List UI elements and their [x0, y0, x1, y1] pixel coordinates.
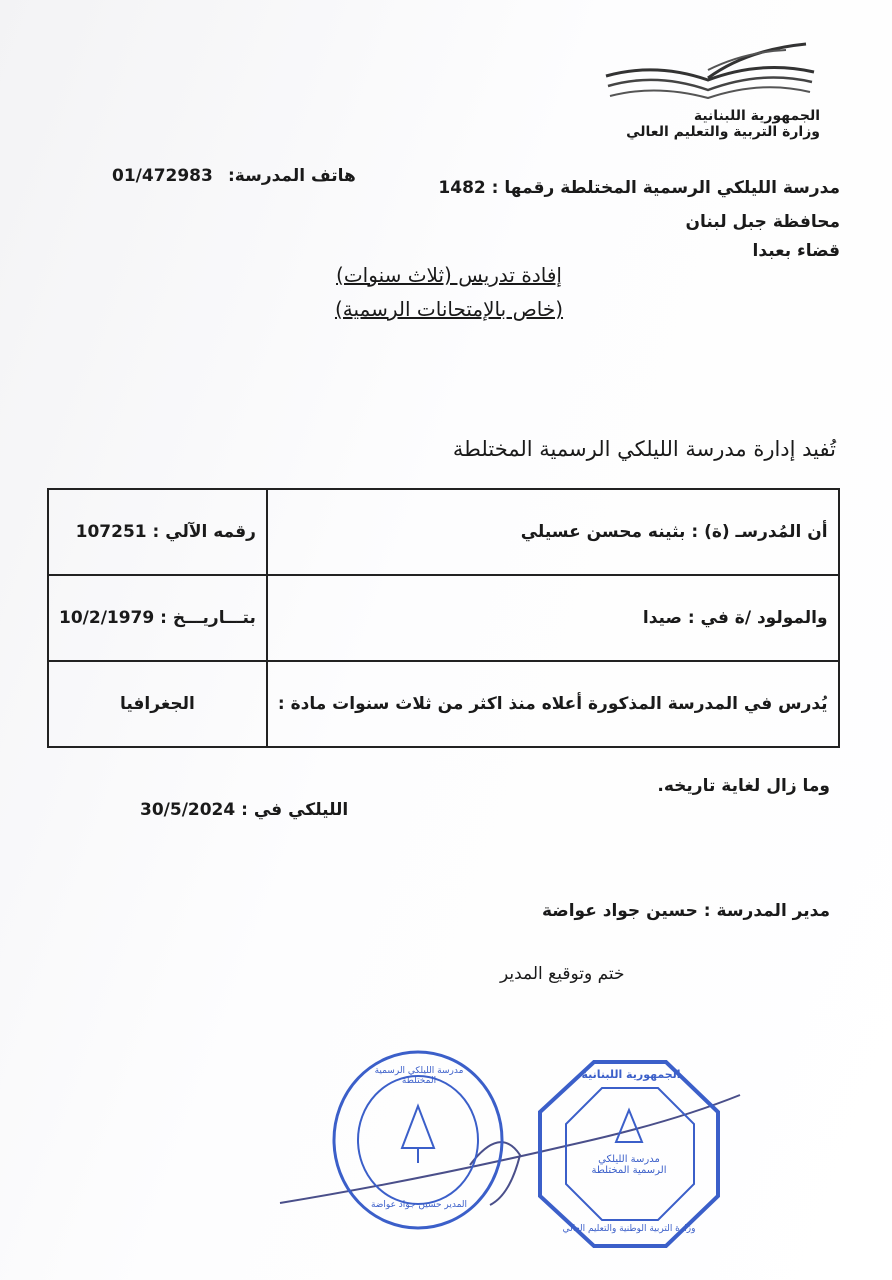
ministry-label: وزارة التربية والتعليم العالي — [626, 124, 820, 140]
director-line: مدير المدرسة : حسين جواد عواضة — [541, 901, 830, 921]
teacher-number-cell: رقمه الآلي : 107251 — [48, 489, 267, 575]
certificate-subtitle: (خاص بالإمتحانات الرسمية) — [334, 297, 564, 321]
republic-label: الجمهورية اللبنانية — [693, 108, 820, 124]
date-line: الليلكي في : 30/5/2024 — [140, 800, 349, 820]
republic-stamp-bottom: وزارة التربية الوطنية والتعليم العالي — [562, 1224, 696, 1234]
teacher-info-table — [47, 488, 840, 748]
intro-statement: تُفيد إدارة مدرسة الليلكي الرسمية المختلطة — [452, 437, 836, 461]
seal-signature-label: ختم وتوقيع المدير — [500, 964, 625, 984]
republic-stamp-inner: مدرسة الليلكي الرسمية المختلطة — [591, 1154, 667, 1176]
phone-label: هاتف المدرسة: — [228, 166, 356, 186]
birthplace-cell: والمولود /ة في : صيدا — [267, 575, 839, 661]
table-row — [48, 575, 839, 661]
teacher-name-cell: أن المُدرسـ (ة) : بثينه محسن عسيلي — [267, 489, 839, 575]
school-stamp-name: المدير حسين جواد عواضة — [370, 1200, 468, 1210]
birthdate-cell: بتـــاريـــخ : 10/2/1979 — [48, 575, 267, 661]
school-stamp — [330, 1048, 506, 1232]
school-name-line: مدرسة الليلكي الرسمية المختلطة رقمها : 1482 — [438, 178, 840, 198]
table-row — [48, 489, 839, 575]
governorate-line: محافظة جبل لبنان — [685, 212, 840, 232]
teaching-statement-cell: يُدرس في المدرسة المذكورة أعلاه منذ اكثر من ثلاث سنوات مادة : — [267, 661, 839, 747]
republic-stamp — [536, 1058, 722, 1250]
certificate-title: إفادة تدريس (ثلاث سنوات) — [336, 263, 562, 287]
school-stamp-text: مدرسة الليلكي الرسمية المختلطة — [374, 1066, 464, 1086]
republic-stamp-text: الجمهورية اللبنانية — [581, 1068, 681, 1081]
district-line: قضاء بعبدا — [752, 241, 840, 261]
phone-value: 01/472983 — [112, 166, 213, 186]
still-teaching-line: وما زال لغاية تاريخه. — [657, 776, 830, 796]
table-row — [48, 661, 839, 747]
subject-cell: الجغرافيا — [48, 661, 267, 747]
book-logo-icon — [596, 40, 822, 106]
